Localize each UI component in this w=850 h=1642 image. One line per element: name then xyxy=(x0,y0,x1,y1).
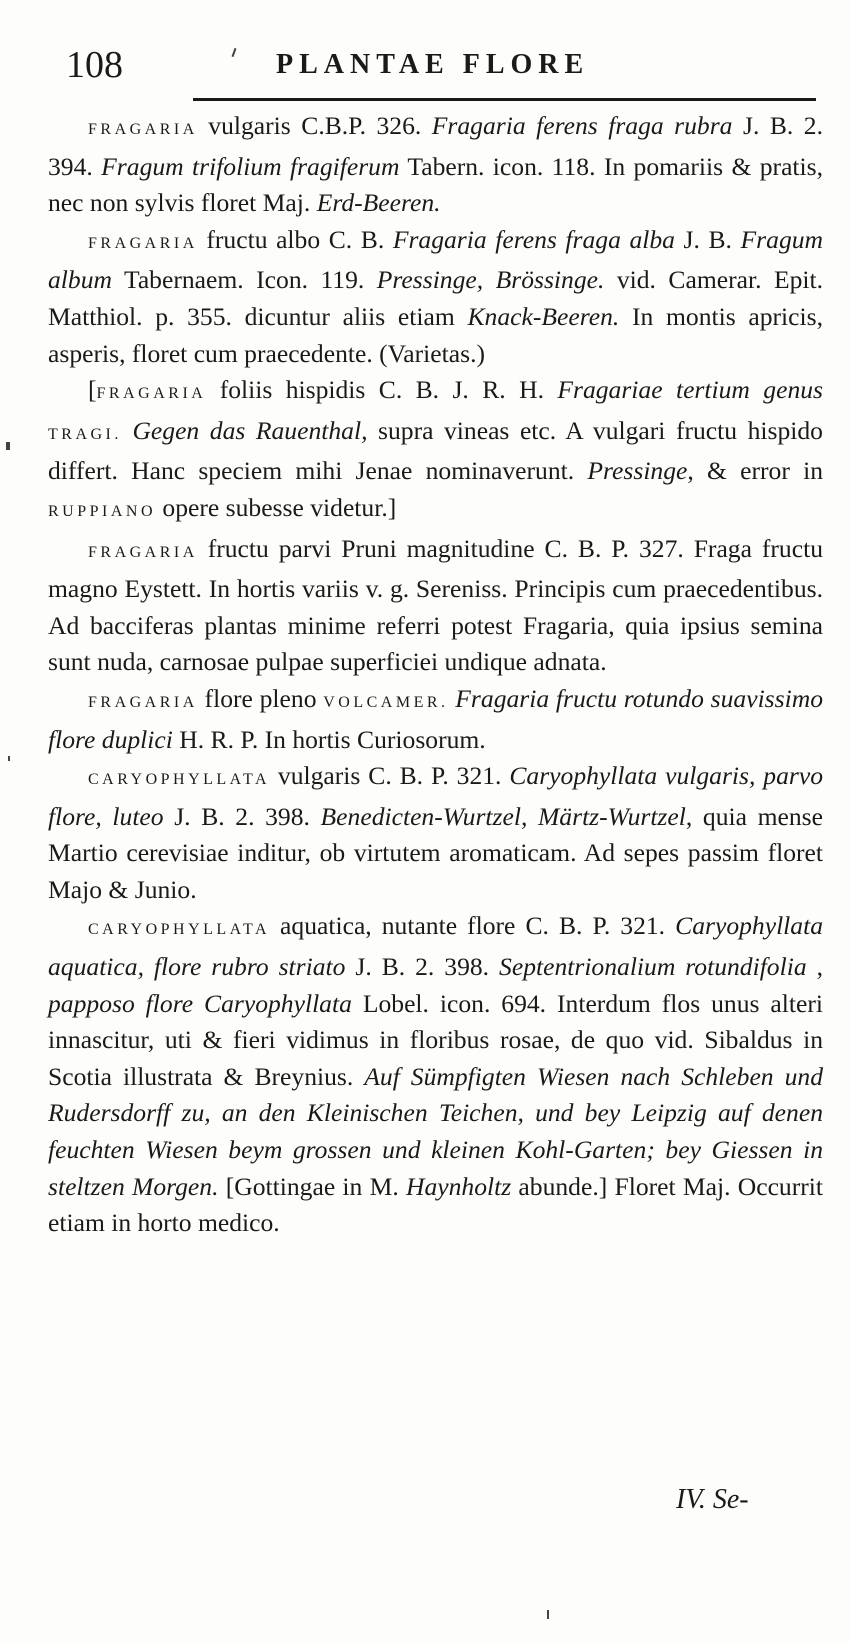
italic-run: Gegen das Rauenthal, xyxy=(132,415,368,445)
text-run: H. R. P. In hortis Curiosorum. xyxy=(172,724,486,754)
entry-paragraph xyxy=(48,222,823,372)
ink-speck xyxy=(6,442,10,450)
header-rule xyxy=(193,98,816,101)
italic-run: Fragaria fructu rotundo suavissimo flore duplici xyxy=(48,683,823,754)
italic-run: Fragaria ferens fraga rubra xyxy=(431,111,733,140)
entry-paragraph xyxy=(48,681,823,758)
small-caps-name: VOLCAMER. xyxy=(323,693,449,711)
small-caps-name: CARYOPHYLLATA xyxy=(88,771,271,789)
italic-run: Haynholtz xyxy=(405,1171,512,1201)
text-run: aquatica, nutante flore C. B. P. 321. xyxy=(270,911,676,941)
text-run: fructu parvi Pruni magnitudine C. B. P. 327. Fraga fructu magno Eystett. In hortis variis v. g. Sereniss. Principis cum praecedentibus. Ad bacciferas plantas minime referri potest Fragaria, quia ipsius semina sunt nuda, carnosae pulpae superficiei undique adnata. xyxy=(48,533,823,677)
text-run: vid. Camerar. Epit. Matthiol. p. 355. dicuntur aliis etiam xyxy=(48,265,823,331)
ink-speck xyxy=(547,1610,549,1619)
text-run xyxy=(122,416,133,445)
italic-run: Fragum trifolium fragiferum xyxy=(101,151,400,181)
ink-speck xyxy=(8,756,10,761)
running-head: PLANTAE FLORE xyxy=(276,49,590,80)
text-run: [Gottingae in M. xyxy=(218,1171,406,1201)
small-caps-name: FRAGARIA xyxy=(88,121,198,138)
text-run: Lobel. icon. 694. Interdum flos unus alteri innascitur, uti & fieri vidimus in floribus rosae, de quo vid. Sibaldus in Scotia illustrata & Breynius. xyxy=(48,988,823,1091)
text-run: J. B. 2. 394. xyxy=(48,111,823,181)
body-text xyxy=(48,108,823,1242)
text-run: abunde.] Floret Maj. Occurrit etiam in horto medico. xyxy=(48,1171,823,1238)
italic-run: papposo flore Caryophyllata xyxy=(48,988,352,1018)
italic-run: Knack-Beeren. xyxy=(467,301,620,331)
text-run: foliis hispidis C. B. J. R. H. xyxy=(206,375,558,405)
text-run: , & error in xyxy=(687,456,823,486)
text-run: opere subesse videtur.] xyxy=(156,492,397,522)
text-run: Tabern. icon. 118. In pomariis & pratis, nec non sylvis floret Maj. xyxy=(48,151,824,218)
small-caps-name: RUPPIANO xyxy=(48,502,157,520)
page-number: 108 xyxy=(66,44,123,86)
small-caps-name: FRAGARIA xyxy=(88,234,198,252)
text-run: [ xyxy=(88,375,97,405)
entry-paragraph xyxy=(48,108,823,222)
text-run: vulgaris C.B.P. 326. xyxy=(197,111,432,140)
italic-run: Caryophyllata vulgaris, parvo flore, luteo xyxy=(48,761,823,831)
entry-paragraph xyxy=(48,758,823,908)
italic-run: Fragariae tertium genus xyxy=(557,375,823,405)
italic-run: Caryophyllata aquatica, flore rubro striato xyxy=(48,911,823,982)
text-run: In montis apricis, asperis, floret cum praecedente. (Varietas.) xyxy=(48,301,823,368)
text-run: vulgaris C. B. P. 321. xyxy=(270,761,510,791)
small-caps-name: FRAGARIA xyxy=(88,693,198,711)
text-run: fructu albo C. B. xyxy=(197,224,393,254)
italic-run: Septentrionalium rotundifolia xyxy=(499,952,807,982)
entry-paragraph xyxy=(48,531,823,681)
text-run: , quia mense Martio cerevisiae inditur, ob virtutem aromaticam. Ad sepes passim floret Majo & Junio. xyxy=(48,801,823,904)
text-run: , xyxy=(806,952,823,982)
catchword: IV. Se- xyxy=(676,1484,749,1515)
entry-paragraph xyxy=(48,372,823,530)
entry-paragraph xyxy=(48,908,823,1241)
text-run: J. B. 2. 398. xyxy=(345,952,500,982)
text-run: J. B. xyxy=(674,224,741,254)
italic-run: Benedicten-Wurtzel, Märtz-Wurtzel xyxy=(320,801,686,831)
italic-run: Fragum album xyxy=(48,224,824,295)
small-caps-name: CARYOPHYLLATA xyxy=(88,921,271,939)
small-caps-name: FRAGARIA xyxy=(88,543,198,561)
italic-run: Pressinge, Brössinge. xyxy=(376,265,605,295)
italic-run: Erd-Beeren. xyxy=(316,188,441,218)
italic-run: Pressinge xyxy=(587,456,688,486)
text-run: flore pleno xyxy=(197,683,324,713)
italic-run: Fragaria ferens fraga alba xyxy=(392,224,675,254)
italic-run: Auf Sümpfigten Wiesen nach Schleben und Rudersdorff zu, an den Kleinischen Teichen, und bey Leipzig auf denen feuchten Wiesen beym grossen und kleinen Kohl-Garten; bey Giessen in steltzen Morgen. xyxy=(48,1061,823,1201)
small-caps-name: TRAGI. xyxy=(48,425,122,443)
small-caps-name: FRAGARIA xyxy=(96,385,207,403)
text-run: J. B. 2. 398. xyxy=(163,801,321,831)
page-header xyxy=(66,40,816,90)
text-run: supra vineas etc. A vulgari fructu hispido differt. Hanc speciem mihi Jenae nominaverunt. xyxy=(48,415,823,486)
text-run: Tabernaem. Icon. 119. xyxy=(111,265,377,295)
